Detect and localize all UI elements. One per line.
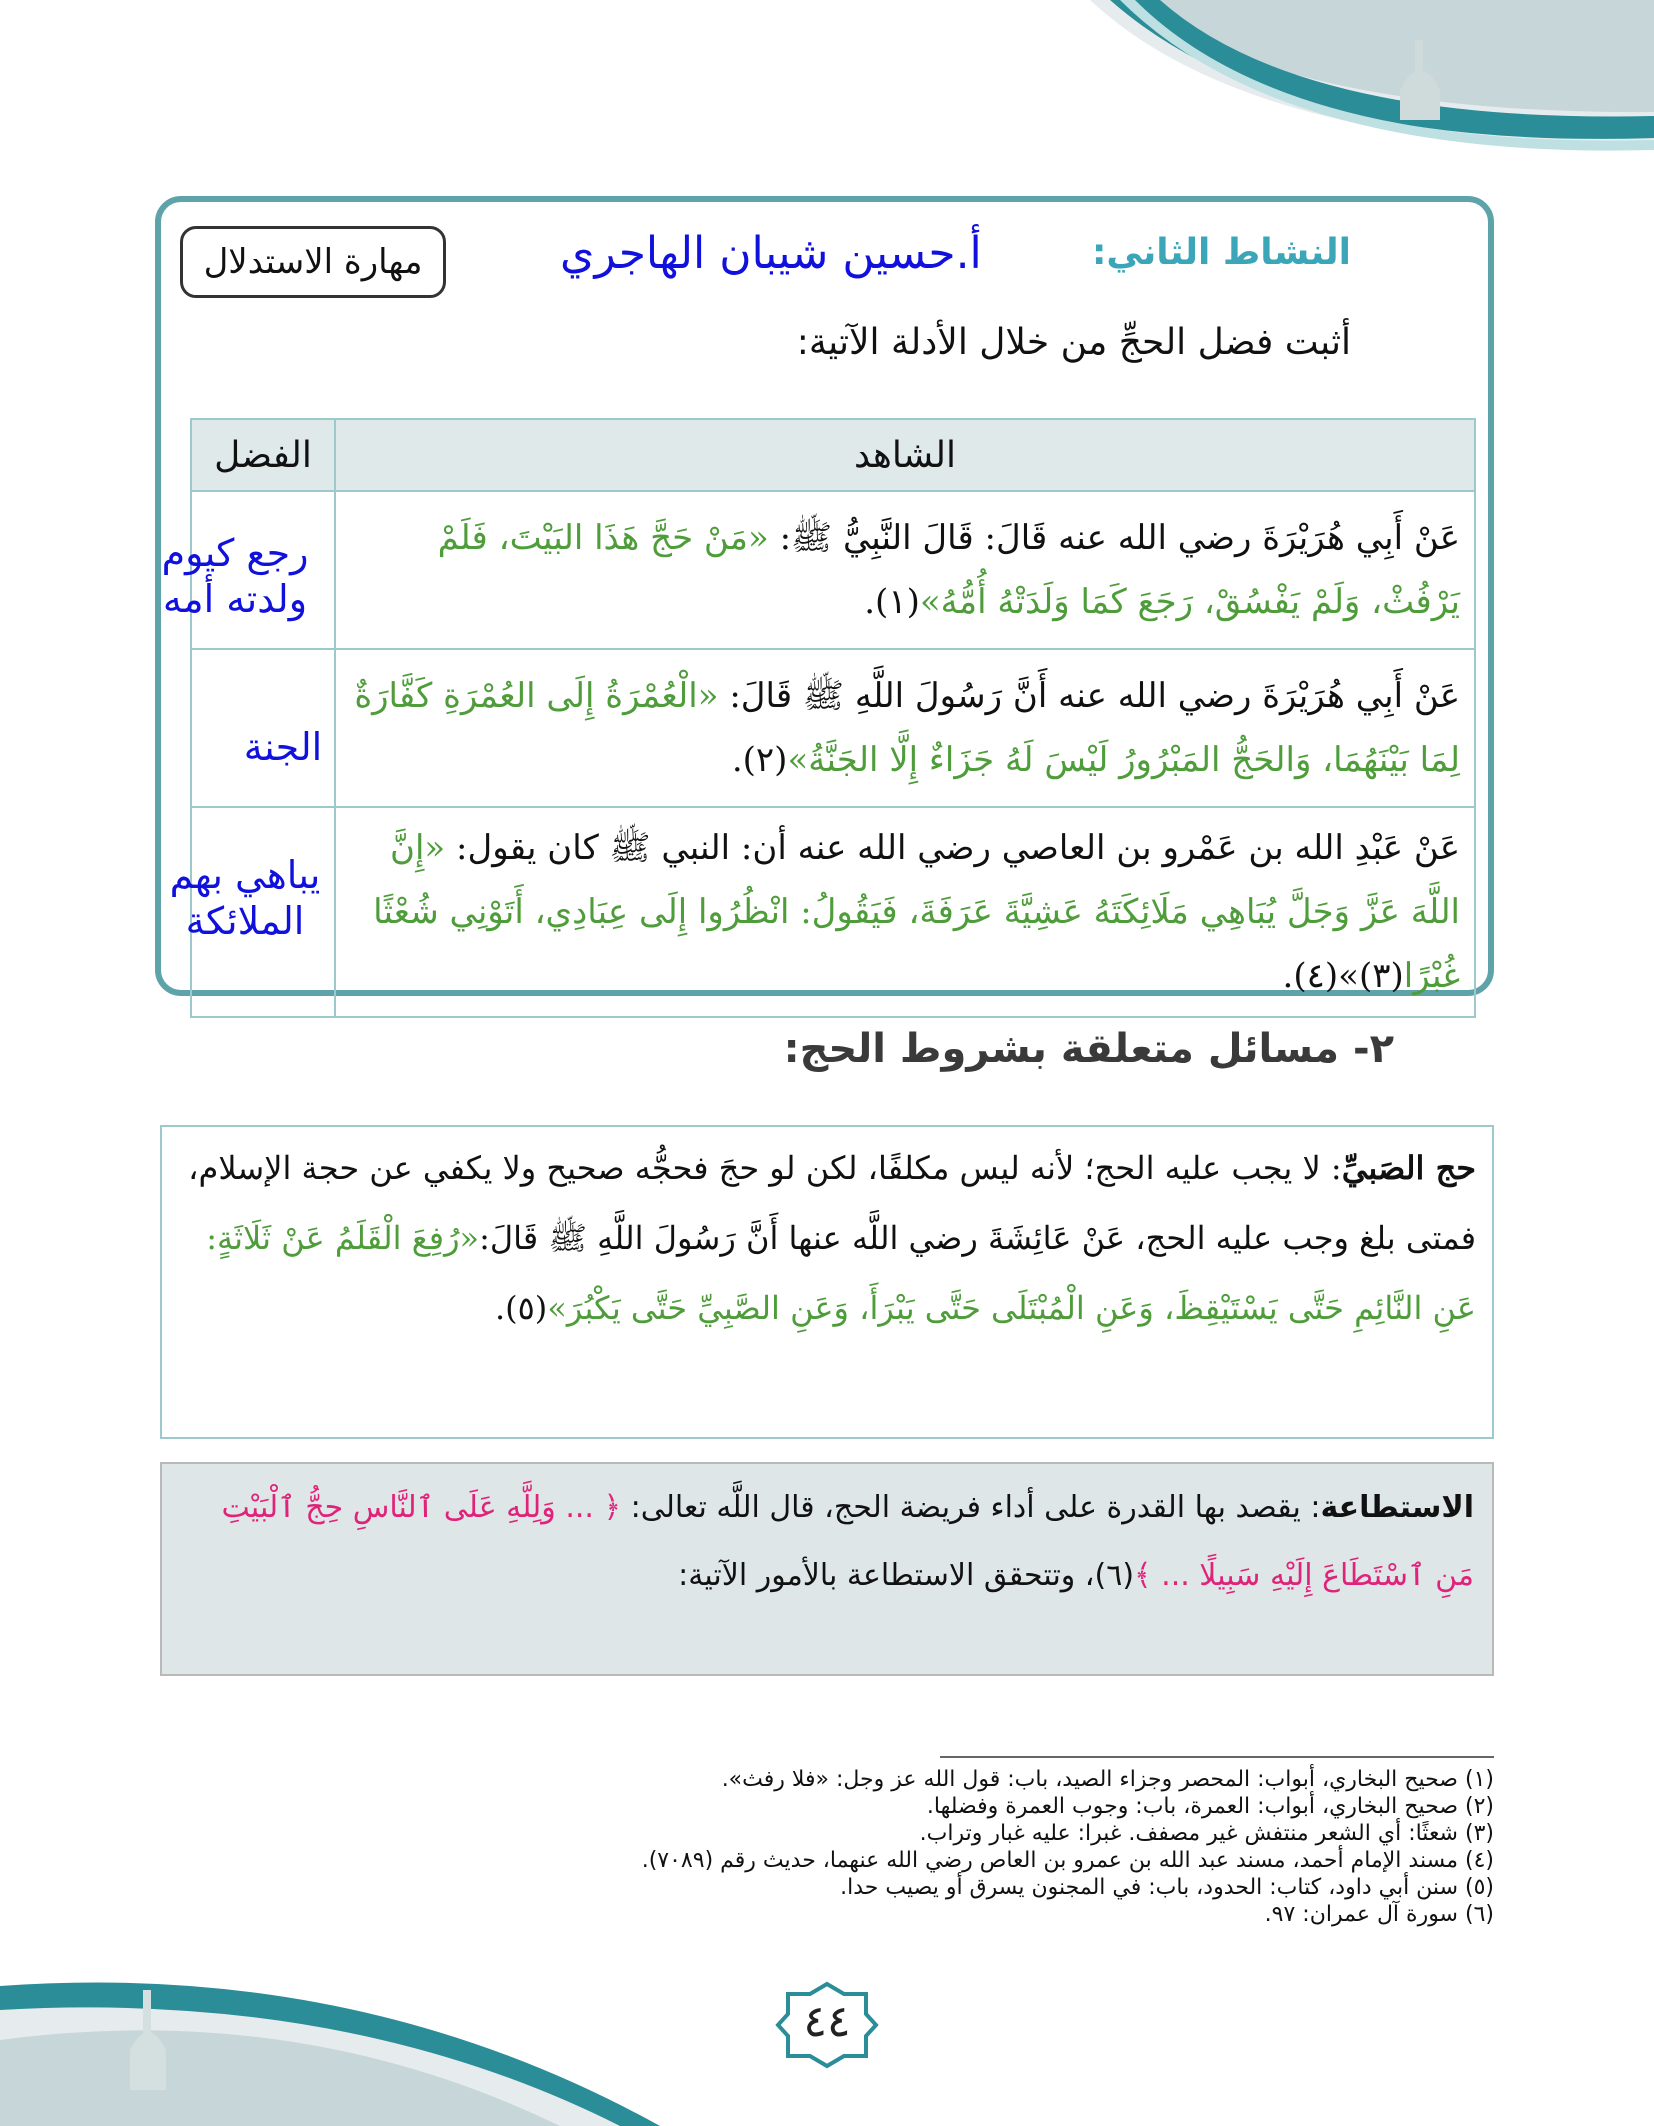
answer-1: رجع كيوم ولدته أمه	[161, 531, 309, 621]
child-text: : لا يجب عليه الحج؛ لأنه ليس مكلفًا، لكن لو حجَ فحجُّه صحيح ولا يكفي عن حجة الإسلام، فمتى بلغ وجب عليه الحج، عَنْ عَائِشَةَ رضي اللَّه عنها أَنَّ رَسُولَ اللَّهِ ﷺ قَالَ:	[188, 1149, 1476, 1257]
table-header-row	[191, 419, 1475, 491]
hadith-intro: عَنْ أَبِي هُرَيْرَةَ رضي الله عنه قَالَ: قَالَ النَّبِيُّ ﷺ:	[768, 518, 1460, 558]
footnote-divider	[940, 1756, 1494, 1758]
evidence-cell	[335, 491, 1475, 649]
answer-3: يباهي بهم الملائكة	[169, 853, 321, 943]
header-evidence: الشاهد	[335, 419, 1475, 491]
activity-label: النشاط الثاني:	[1091, 232, 1351, 273]
footnote: (٥) سنن أبي داود، كتاب: الحدود، باب: في المجنون يسرق أو يصيب حدا.	[840, 1875, 1494, 1900]
teacher-name: أ.حسين شيبان الهاجري	[560, 228, 982, 279]
ability-tail: (٦)، وتتحقق الاستطاعة بالأمور الآتية:	[678, 1558, 1135, 1593]
hadith-quote: «مَنْ حَجَّ هَذَا البَيْتَ، فَلَمْ يَرْفُثْ، وَلَمْ يَفْسُقْ، رَجَعَ كَمَا وَلَدَتْهُ أُمُّهُ»	[437, 518, 1460, 622]
footnote: (٣) شعثًا: أي الشعر منتفش غير مصفف. غبرا: عليه غبار وتراب.	[919, 1821, 1494, 1846]
answer-2: الجنة	[243, 725, 323, 769]
ability-term: الاستطاعة	[1320, 1490, 1474, 1525]
table-row	[191, 807, 1475, 1017]
hadith-intro: عَنْ أَبِي هُرَيْرَةَ رضي الله عنه أَنَّ رَسُولَ اللَّهِ ﷺ قَالَ:	[718, 676, 1460, 716]
hadith-quote: «الْعُمْرَةُ إِلَى العُمْرَةِ كَفَّارَةٌ لِمَا بَيْنَهُمَا، وَالحَجُّ المَبْرُورُ لَيْسَ لَهُ جَزَاءٌ إِلَّا الجَنَّةُ»	[354, 676, 1460, 780]
footnote: (٦) سورة آل عمران: ٩٧.	[1264, 1902, 1494, 1927]
footnote: (١) صحيح البخاري، أبواب: المحصر وجزاء الصيد، باب: قول الله عز وجل: «فلا رفث».	[721, 1767, 1494, 1792]
footnotes	[642, 1766, 1494, 1928]
hadith-quote: «إِنَّ اللَّهَ عَزَّ وَجَلَّ يُبَاهِي مَلَائِكَتَهُ عَشِيَّةَ عَرَفَةَ، فَيَقُولُ: انْظُرُوا إِلَى عِبَادِي، أَتَوْنِي شُعْثًا غُبْرًا	[373, 828, 1460, 996]
hadith-ref: (١).	[864, 582, 920, 622]
child-quote: «رُفِعَ الْقَلَمُ عَنْ ثَلَاثَةٍ: عَنِ النَّائِمِ حَتَّى يَسْتَيْقِظَ، وَعَنِ الْمُبْتَلَى حَتَّى يَبْرَأَ، وَعَنِ الصَّبِيِّ حَتَّى يَكْبُرَ»	[206, 1219, 1476, 1327]
footnote: (٤) مسند الإمام أحمد، مسند عبد الله بن عمرو بن العاص رضي الله عنهما، حديث رقم (٧٠٨٩).	[641, 1848, 1494, 1873]
ability-verse: ﴿ ... وَلِلَّهِ عَلَى ٱلنَّاسِ حِجُّ ٱلْبَيْتِ مَنِ ٱسْتَطَاعَ إِلَيْهِ سَبِيلًا ... ﴾	[221, 1490, 1474, 1593]
table-row	[191, 649, 1475, 807]
hadith-ref: (٣)»(٤).	[1282, 956, 1404, 996]
hadith-intro: عَنْ عَبْدِ الله بن عَمْرو بن العاصي رضي الله عنه أن: النبي ﷺ كان يقول:	[445, 828, 1460, 868]
skill-badge: مهارة الاستدلال	[180, 226, 446, 298]
ability-text: : يقصد بها القدرة على أداء فريضة الحج، قال اللَّه تعالى:	[621, 1490, 1321, 1525]
table-row	[191, 491, 1475, 649]
evidence-table	[190, 418, 1476, 1018]
footnote: (٢) صحيح البخاري، أبواب: العمرة، باب: وجوب العمرة وفضلها.	[926, 1794, 1494, 1819]
header-decoration	[0, 0, 1654, 200]
page-number: ٤٤	[803, 1996, 851, 2047]
header-virtue: الفضل	[191, 419, 335, 491]
child-hajj-box	[160, 1125, 1494, 1439]
child-term: حج الصَبيِّ	[1341, 1149, 1476, 1187]
section-title: ٢- مسائل متعلقة بشروط الحج:	[783, 1026, 1394, 1072]
evidence-cell	[335, 807, 1475, 1017]
child-ref: (٥).	[494, 1289, 548, 1327]
hadith-ref: (٢).	[731, 740, 788, 780]
evidence-cell	[335, 649, 1475, 807]
ability-box	[160, 1462, 1494, 1676]
activity-instruction: أثبت فضل الحجِّ من خلال الأدلة الآتية:	[796, 322, 1351, 363]
